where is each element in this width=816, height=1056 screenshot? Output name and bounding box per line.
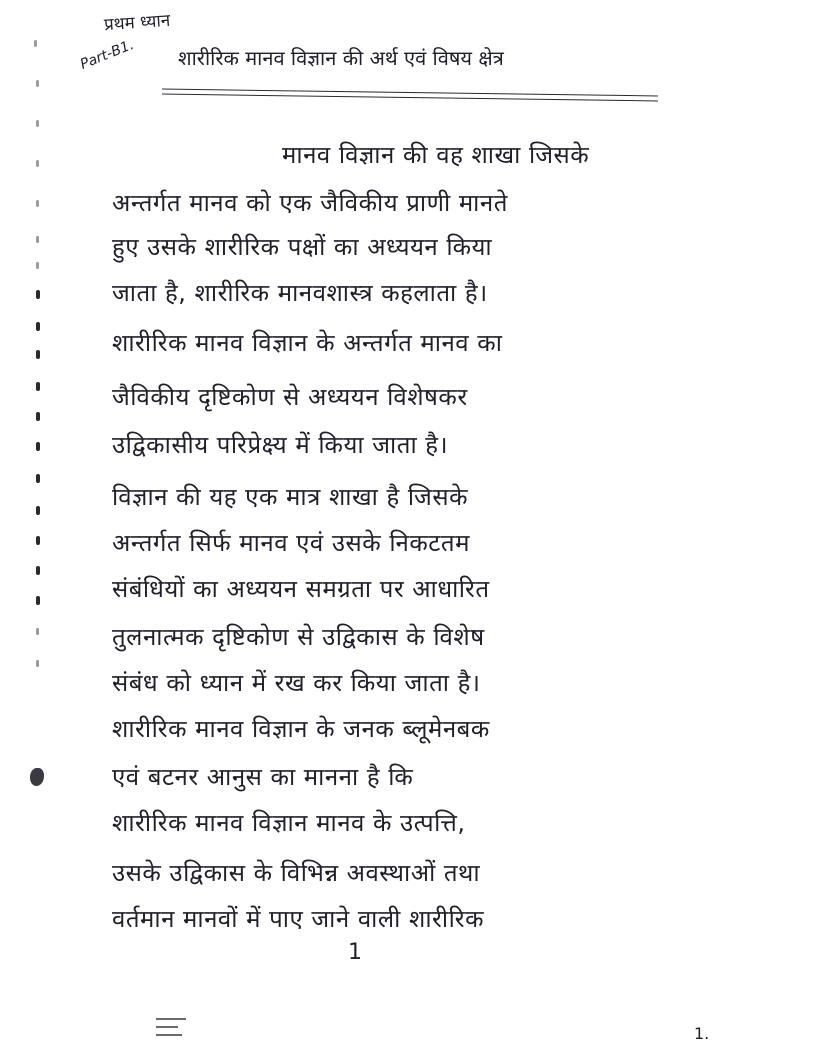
margin-mark (36, 160, 39, 167)
margin-mark (36, 566, 40, 575)
text-line-4: जाता है, शारीरिक मानवशास्त्र कहलाता है। (112, 279, 488, 307)
margin-mark (36, 536, 40, 545)
text-line-6: जैविकीय दृष्टिकोण से अध्ययन विशेषकर (112, 383, 468, 411)
margin-mark (36, 80, 39, 87)
text-line-2: अन्तर्गत मानव को एक जैविकीय प्राणी मानते (112, 189, 508, 217)
margin-mark (36, 474, 40, 483)
text-line-16: उसके उद्विकास के विभिन्न अवस्थाओं तथा (112, 859, 481, 887)
corner-mark: 1. (694, 1024, 710, 1043)
text-line-12: संबंध को ध्यान में रख कर किया जाता है। (112, 669, 481, 697)
margin-mark (36, 382, 40, 391)
margin-mark (36, 442, 40, 451)
text-line-13: शारीरिक मानव विज्ञान के जनक ब्लूमेनबक (112, 715, 490, 743)
smudge-mark (156, 1018, 186, 1020)
part-label: Part-B1. (78, 36, 137, 73)
margin-mark (36, 200, 39, 207)
text-line-1: मानव विज्ञान की वह शाखा जिसके (282, 141, 590, 169)
top-heading: प्रथम ध्यान (103, 10, 171, 36)
text-line-8: विज्ञान की यह एक मात्र शाखा है जिसके (112, 483, 469, 511)
smudge-mark (156, 1034, 182, 1036)
margin-mark (36, 322, 40, 331)
margin-mark (36, 506, 40, 515)
ink-blot (30, 768, 44, 786)
margin-mark (34, 40, 37, 47)
margin-mark (36, 262, 39, 269)
text-line-5: शारीरिक मानव विज्ञान के अन्तर्गत मानव का (112, 329, 503, 357)
text-line-3: हुए उसके शारीरिक पक्षों का अध्ययन किया (112, 233, 493, 261)
margin-mark (36, 236, 39, 243)
text-line-10: संबंधियों का अध्ययन समग्रता पर आधारित (112, 575, 490, 603)
margin-mark (36, 660, 39, 667)
margin-mark (36, 350, 40, 359)
margin-mark (36, 120, 39, 127)
text-line-15: शारीरिक मानव विज्ञान मानव के उत्पत्ति, (112, 809, 466, 837)
text-line-14: एवं बटनर आनुस का मानना है कि (112, 763, 414, 791)
page-title: शारीरिक मानव विज्ञान की अर्थ एवं विषय क्षेत्र (178, 46, 504, 70)
margin-mark (36, 412, 40, 421)
text-line-11: तुलनात्मक दृष्टिकोण से उद्विकास के विशेष (112, 623, 485, 651)
smudge-mark (156, 1026, 178, 1028)
text-line-9: अन्तर्गत सिर्फ मानव एवं उसके निकटतम (112, 529, 470, 557)
margin-mark (36, 596, 40, 605)
text-line-7: उद्विकासीय परिप्रेक्ष्य में किया जाता है। (112, 431, 449, 459)
page-number: 1 (348, 940, 362, 965)
margin-mark (36, 628, 39, 635)
margin-mark (36, 290, 40, 299)
text-line-17: वर्तमान मानवों में पाए जाने वाली शारीरिक (112, 905, 485, 933)
